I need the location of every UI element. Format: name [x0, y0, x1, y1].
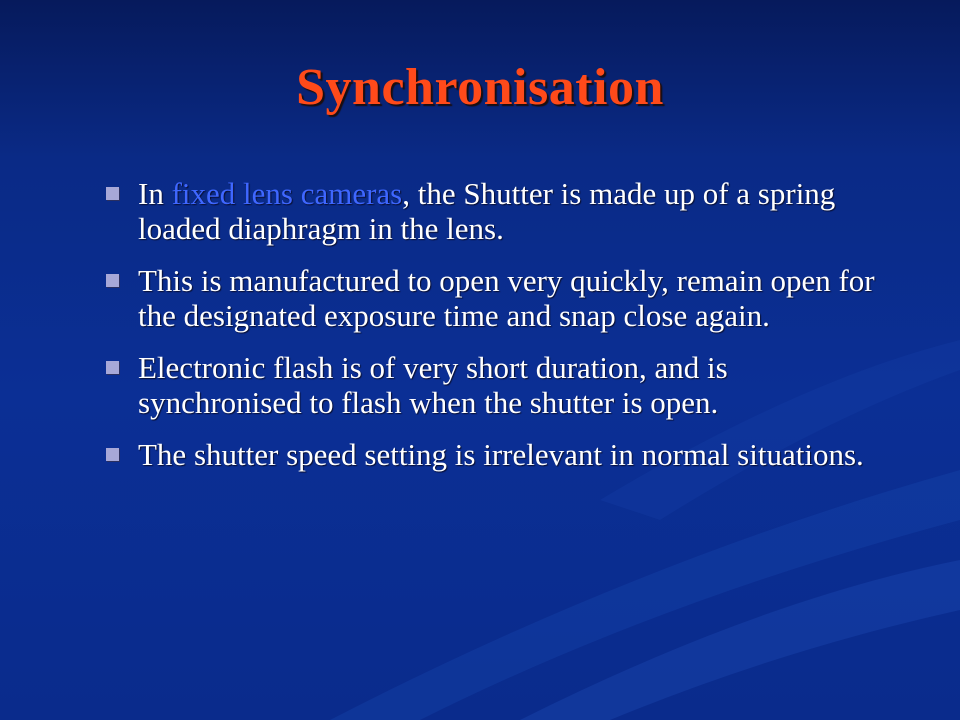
bullet-text: The shutter speed setting is irrelevant in normal situations. — [138, 437, 864, 472]
bullet-text-prefix: In — [138, 176, 172, 211]
slide-title: Synchronisation — [296, 59, 664, 116]
square-bullet-icon — [106, 361, 119, 374]
square-bullet-icon — [106, 448, 119, 461]
bullet-text: Electronic flash is of very short duration, and is synchronised to flash when the shutter is open. — [138, 350, 728, 420]
bullet-item — [104, 176, 884, 246]
bullet-item — [104, 263, 884, 333]
bullet-list — [104, 176, 884, 489]
square-bullet-icon — [106, 274, 119, 287]
square-bullet-icon — [106, 187, 119, 200]
highlighted-term: fixed lens cameras — [171, 176, 403, 211]
bullet-text: This is manufactured to open very quickly, remain open for the designated exposure time and snap close again. — [138, 263, 875, 333]
bullet-text-suffix: , the Shutter is made up of a spring loaded diaphragm in the lens. — [138, 176, 836, 246]
bullet-item — [104, 350, 884, 420]
bullet-item — [104, 437, 884, 472]
